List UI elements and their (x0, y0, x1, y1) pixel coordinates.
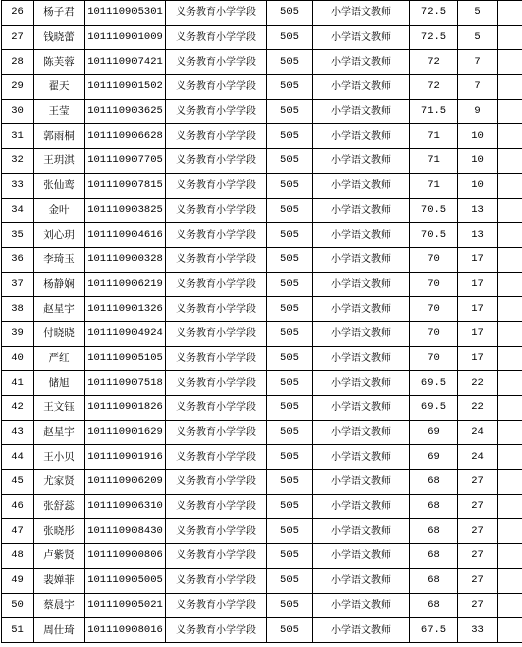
rank-cell: 5 (458, 1, 498, 26)
school-segment-cell: 义务教育小学学段 (166, 445, 267, 470)
candidate-name-cell: 裴婵菲 (34, 568, 85, 593)
row-index-cell: 34 (2, 198, 34, 223)
candidate-name-cell: 王文钰 (34, 396, 85, 421)
row-index-cell: 50 (2, 593, 34, 618)
table-row (2, 297, 522, 322)
candidate-name-cell: 陈芙蓉 (34, 50, 85, 75)
table-row (2, 618, 522, 643)
position-name-cell: 小学语文教师 (313, 25, 410, 50)
exam-id-cell: 101110900328 (85, 247, 166, 272)
table-row (2, 247, 522, 272)
score-cell: 71 (410, 173, 458, 198)
table-row (2, 371, 522, 396)
school-segment-cell: 义务教育小学学段 (166, 50, 267, 75)
position-code-cell: 505 (267, 346, 313, 371)
results-table-body (2, 1, 522, 643)
exam-id-cell: 101110904616 (85, 223, 166, 248)
score-cell: 70 (410, 272, 458, 297)
empty-cell (498, 470, 522, 495)
position-name-cell: 小学语文教师 (313, 75, 410, 100)
candidate-name-cell: 王小贝 (34, 445, 85, 470)
table-row (2, 544, 522, 569)
position-code-cell: 505 (267, 50, 313, 75)
school-segment-cell: 义务教育小学学段 (166, 272, 267, 297)
rank-cell: 10 (458, 124, 498, 149)
rank-cell: 33 (458, 618, 498, 643)
school-segment-cell: 义务教育小学学段 (166, 75, 267, 100)
row-index-cell: 46 (2, 494, 34, 519)
rank-cell: 27 (458, 593, 498, 618)
row-index-cell: 40 (2, 346, 34, 371)
rank-cell: 7 (458, 50, 498, 75)
exam-id-cell: 101110907421 (85, 50, 166, 75)
score-cell: 69.5 (410, 371, 458, 396)
school-segment-cell: 义务教育小学学段 (166, 470, 267, 495)
school-segment-cell: 义务教育小学学段 (166, 593, 267, 618)
exam-id-cell: 101110905301 (85, 1, 166, 26)
score-cell: 72 (410, 50, 458, 75)
rank-cell: 24 (458, 445, 498, 470)
position-name-cell: 小学语文教师 (313, 618, 410, 643)
row-index-cell: 36 (2, 247, 34, 272)
row-index-cell: 42 (2, 396, 34, 421)
position-name-cell: 小学语文教师 (313, 321, 410, 346)
table-row (2, 50, 522, 75)
exam-id-cell: 101110906219 (85, 272, 166, 297)
row-index-cell: 47 (2, 519, 34, 544)
score-cell: 69 (410, 420, 458, 445)
table-row (2, 593, 522, 618)
rank-cell: 27 (458, 470, 498, 495)
position-code-cell: 505 (267, 593, 313, 618)
position-name-cell: 小学语文教师 (313, 297, 410, 322)
row-index-cell: 30 (2, 99, 34, 124)
candidate-name-cell: 金叶 (34, 198, 85, 223)
position-name-cell: 小学语文教师 (313, 1, 410, 26)
position-code-cell: 505 (267, 124, 313, 149)
candidate-name-cell: 赵星宇 (34, 420, 85, 445)
score-cell: 71 (410, 124, 458, 149)
rank-cell: 17 (458, 272, 498, 297)
score-cell: 70.5 (410, 223, 458, 248)
school-segment-cell: 义务教育小学学段 (166, 223, 267, 248)
row-index-cell: 41 (2, 371, 34, 396)
school-segment-cell: 义务教育小学学段 (166, 618, 267, 643)
candidate-name-cell: 张舒蕊 (34, 494, 85, 519)
table-row (2, 173, 522, 198)
position-code-cell: 505 (267, 25, 313, 50)
candidate-name-cell: 杨静娴 (34, 272, 85, 297)
row-index-cell: 49 (2, 568, 34, 593)
position-name-cell: 小学语文教师 (313, 272, 410, 297)
candidate-name-cell: 蔡晨宇 (34, 593, 85, 618)
rank-cell: 7 (458, 75, 498, 100)
rank-cell: 17 (458, 247, 498, 272)
position-name-cell: 小学语文教师 (313, 544, 410, 569)
row-index-cell: 48 (2, 544, 34, 569)
position-code-cell: 505 (267, 1, 313, 26)
score-cell: 72.5 (410, 25, 458, 50)
school-segment-cell: 义务教育小学学段 (166, 173, 267, 198)
empty-cell (498, 618, 522, 643)
rank-cell: 17 (458, 321, 498, 346)
table-row (2, 1, 522, 26)
exam-id-cell: 101110905021 (85, 593, 166, 618)
position-code-cell: 505 (267, 618, 313, 643)
candidate-name-cell: 杨子君 (34, 1, 85, 26)
school-segment-cell: 义务教育小学学段 (166, 124, 267, 149)
candidate-name-cell: 张晓彤 (34, 519, 85, 544)
table-row (2, 568, 522, 593)
position-code-cell: 505 (267, 396, 313, 421)
position-name-cell: 小学语文教师 (313, 593, 410, 618)
position-code-cell: 505 (267, 544, 313, 569)
school-segment-cell: 义务教育小学学段 (166, 149, 267, 174)
exam-id-cell: 101110906209 (85, 470, 166, 495)
row-index-cell: 44 (2, 445, 34, 470)
position-name-cell: 小学语文教师 (313, 223, 410, 248)
table-row (2, 470, 522, 495)
position-code-cell: 505 (267, 568, 313, 593)
candidate-name-cell: 严红 (34, 346, 85, 371)
position-name-cell: 小学语文教师 (313, 396, 410, 421)
empty-cell (498, 272, 522, 297)
rank-cell: 10 (458, 173, 498, 198)
position-name-cell: 小学语文教师 (313, 198, 410, 223)
row-index-cell: 51 (2, 618, 34, 643)
candidate-name-cell: 尤家贤 (34, 470, 85, 495)
score-cell: 70.5 (410, 198, 458, 223)
school-segment-cell: 义务教育小学学段 (166, 247, 267, 272)
exam-id-cell: 101110904924 (85, 321, 166, 346)
score-cell: 70 (410, 297, 458, 322)
position-code-cell: 505 (267, 371, 313, 396)
table-row (2, 519, 522, 544)
empty-cell (498, 593, 522, 618)
rank-cell: 27 (458, 544, 498, 569)
candidate-name-cell: 赵星宇 (34, 297, 85, 322)
exam-id-cell: 101110901009 (85, 25, 166, 50)
exam-id-cell: 101110908430 (85, 519, 166, 544)
empty-cell (498, 371, 522, 396)
empty-cell (498, 50, 522, 75)
rank-cell: 27 (458, 519, 498, 544)
empty-cell (498, 445, 522, 470)
row-index-cell: 45 (2, 470, 34, 495)
score-cell: 71.5 (410, 99, 458, 124)
exam-id-cell: 101110907518 (85, 371, 166, 396)
candidate-name-cell: 张仙鸾 (34, 173, 85, 198)
school-segment-cell: 义务教育小学学段 (166, 1, 267, 26)
score-cell: 68 (410, 494, 458, 519)
empty-cell (498, 346, 522, 371)
candidate-name-cell: 王莹 (34, 99, 85, 124)
candidate-name-cell: 卢紫贤 (34, 544, 85, 569)
empty-cell (498, 173, 522, 198)
table-row (2, 223, 522, 248)
position-code-cell: 505 (267, 494, 313, 519)
position-code-cell: 505 (267, 445, 313, 470)
empty-cell (498, 124, 522, 149)
school-segment-cell: 义务教育小学学段 (166, 544, 267, 569)
position-code-cell: 505 (267, 173, 313, 198)
table-row (2, 75, 522, 100)
row-index-cell: 38 (2, 297, 34, 322)
row-index-cell: 26 (2, 1, 34, 26)
score-cell: 72 (410, 75, 458, 100)
candidate-name-cell: 付晓晓 (34, 321, 85, 346)
school-segment-cell: 义务教育小学学段 (166, 519, 267, 544)
rank-cell: 13 (458, 223, 498, 248)
empty-cell (498, 568, 522, 593)
score-cell: 69.5 (410, 396, 458, 421)
score-cell: 68 (410, 470, 458, 495)
score-cell: 70 (410, 321, 458, 346)
rank-cell: 9 (458, 99, 498, 124)
empty-cell (498, 198, 522, 223)
school-segment-cell: 义务教育小学学段 (166, 494, 267, 519)
position-name-cell: 小学语文教师 (313, 50, 410, 75)
row-index-cell: 37 (2, 272, 34, 297)
candidate-name-cell: 储旭 (34, 371, 85, 396)
row-index-cell: 28 (2, 50, 34, 75)
empty-cell (498, 396, 522, 421)
position-name-cell: 小学语文教师 (313, 371, 410, 396)
position-code-cell: 505 (267, 321, 313, 346)
exam-id-cell: 101110903625 (85, 99, 166, 124)
rank-cell: 27 (458, 568, 498, 593)
empty-cell (498, 247, 522, 272)
empty-cell (498, 519, 522, 544)
table-row (2, 420, 522, 445)
position-name-cell: 小学语文教师 (313, 247, 410, 272)
rank-cell: 27 (458, 494, 498, 519)
exam-id-cell: 101110901629 (85, 420, 166, 445)
table-row (2, 149, 522, 174)
table-row (2, 99, 522, 124)
position-code-cell: 505 (267, 99, 313, 124)
exam-id-cell: 101110905005 (85, 568, 166, 593)
rank-cell: 17 (458, 346, 498, 371)
school-segment-cell: 义务教育小学学段 (166, 25, 267, 50)
score-cell: 70 (410, 247, 458, 272)
exam-id-cell: 101110901326 (85, 297, 166, 322)
table-row (2, 272, 522, 297)
rank-cell: 13 (458, 198, 498, 223)
rank-cell: 22 (458, 371, 498, 396)
position-name-cell: 小学语文教师 (313, 346, 410, 371)
row-index-cell: 32 (2, 149, 34, 174)
score-cell: 67.5 (410, 618, 458, 643)
score-cell: 68 (410, 593, 458, 618)
empty-cell (498, 321, 522, 346)
position-code-cell: 505 (267, 297, 313, 322)
exam-id-cell: 101110901826 (85, 396, 166, 421)
candidate-name-cell: 王玥淇 (34, 149, 85, 174)
exam-id-cell: 101110903825 (85, 198, 166, 223)
position-code-cell: 505 (267, 519, 313, 544)
position-code-cell: 505 (267, 223, 313, 248)
exam-id-cell: 101110901916 (85, 445, 166, 470)
table-row (2, 321, 522, 346)
exam-id-cell: 101110907815 (85, 173, 166, 198)
position-name-cell: 小学语文教师 (313, 519, 410, 544)
empty-cell (498, 25, 522, 50)
score-cell: 71 (410, 149, 458, 174)
candidate-name-cell: 李琦玉 (34, 247, 85, 272)
empty-cell (498, 149, 522, 174)
candidate-name-cell: 周仕琦 (34, 618, 85, 643)
table-row (2, 25, 522, 50)
position-code-cell: 505 (267, 198, 313, 223)
score-cell: 69 (410, 445, 458, 470)
position-name-cell: 小学语文教师 (313, 124, 410, 149)
candidate-name-cell: 刘心玥 (34, 223, 85, 248)
position-code-cell: 505 (267, 247, 313, 272)
empty-cell (498, 544, 522, 569)
row-index-cell: 31 (2, 124, 34, 149)
score-cell: 72.5 (410, 1, 458, 26)
exam-id-cell: 101110900806 (85, 544, 166, 569)
table-row (2, 124, 522, 149)
score-cell: 70 (410, 346, 458, 371)
row-index-cell: 27 (2, 25, 34, 50)
exam-id-cell: 101110906310 (85, 494, 166, 519)
exam-id-cell: 101110905105 (85, 346, 166, 371)
candidate-name-cell: 翟天 (34, 75, 85, 100)
empty-cell (498, 223, 522, 248)
rank-cell: 22 (458, 396, 498, 421)
school-segment-cell: 义务教育小学学段 (166, 99, 267, 124)
school-segment-cell: 义务教育小学学段 (166, 198, 267, 223)
rank-cell: 24 (458, 420, 498, 445)
position-name-cell: 小学语文教师 (313, 470, 410, 495)
exam-id-cell: 101110907705 (85, 149, 166, 174)
empty-cell (498, 297, 522, 322)
position-code-cell: 505 (267, 470, 313, 495)
position-code-cell: 505 (267, 272, 313, 297)
table-row (2, 494, 522, 519)
score-cell: 68 (410, 519, 458, 544)
school-segment-cell: 义务教育小学学段 (166, 396, 267, 421)
row-index-cell: 39 (2, 321, 34, 346)
position-name-cell: 小学语文教师 (313, 149, 410, 174)
position-name-cell: 小学语文教师 (313, 568, 410, 593)
empty-cell (498, 420, 522, 445)
school-segment-cell: 义务教育小学学段 (166, 371, 267, 396)
school-segment-cell: 义务教育小学学段 (166, 297, 267, 322)
candidate-name-cell: 钱晓蕾 (34, 25, 85, 50)
empty-cell (498, 1, 522, 26)
row-index-cell: 35 (2, 223, 34, 248)
empty-cell (498, 75, 522, 100)
rank-cell: 17 (458, 297, 498, 322)
score-cell: 68 (410, 568, 458, 593)
school-segment-cell: 义务教育小学学段 (166, 346, 267, 371)
position-code-cell: 505 (267, 149, 313, 174)
exam-id-cell: 101110906628 (85, 124, 166, 149)
table-row (2, 396, 522, 421)
position-name-cell: 小学语文教师 (313, 445, 410, 470)
position-name-cell: 小学语文教师 (313, 494, 410, 519)
empty-cell (498, 494, 522, 519)
school-segment-cell: 义务教育小学学段 (166, 568, 267, 593)
table-row (2, 198, 522, 223)
exam-id-cell: 101110901502 (85, 75, 166, 100)
exam-id-cell: 101110908016 (85, 618, 166, 643)
position-name-cell: 小学语文教师 (313, 420, 410, 445)
row-index-cell: 29 (2, 75, 34, 100)
empty-cell (498, 99, 522, 124)
school-segment-cell: 义务教育小学学段 (166, 420, 267, 445)
school-segment-cell: 义务教育小学学段 (166, 321, 267, 346)
table-row (2, 445, 522, 470)
row-index-cell: 43 (2, 420, 34, 445)
table-row (2, 346, 522, 371)
position-name-cell: 小学语文教师 (313, 173, 410, 198)
row-index-cell: 33 (2, 173, 34, 198)
position-code-cell: 505 (267, 420, 313, 445)
rank-cell: 10 (458, 149, 498, 174)
rank-cell: 5 (458, 25, 498, 50)
results-table (1, 0, 522, 643)
candidate-name-cell: 郭雨桐 (34, 124, 85, 149)
position-code-cell: 505 (267, 75, 313, 100)
score-cell: 68 (410, 544, 458, 569)
position-name-cell: 小学语文教师 (313, 99, 410, 124)
